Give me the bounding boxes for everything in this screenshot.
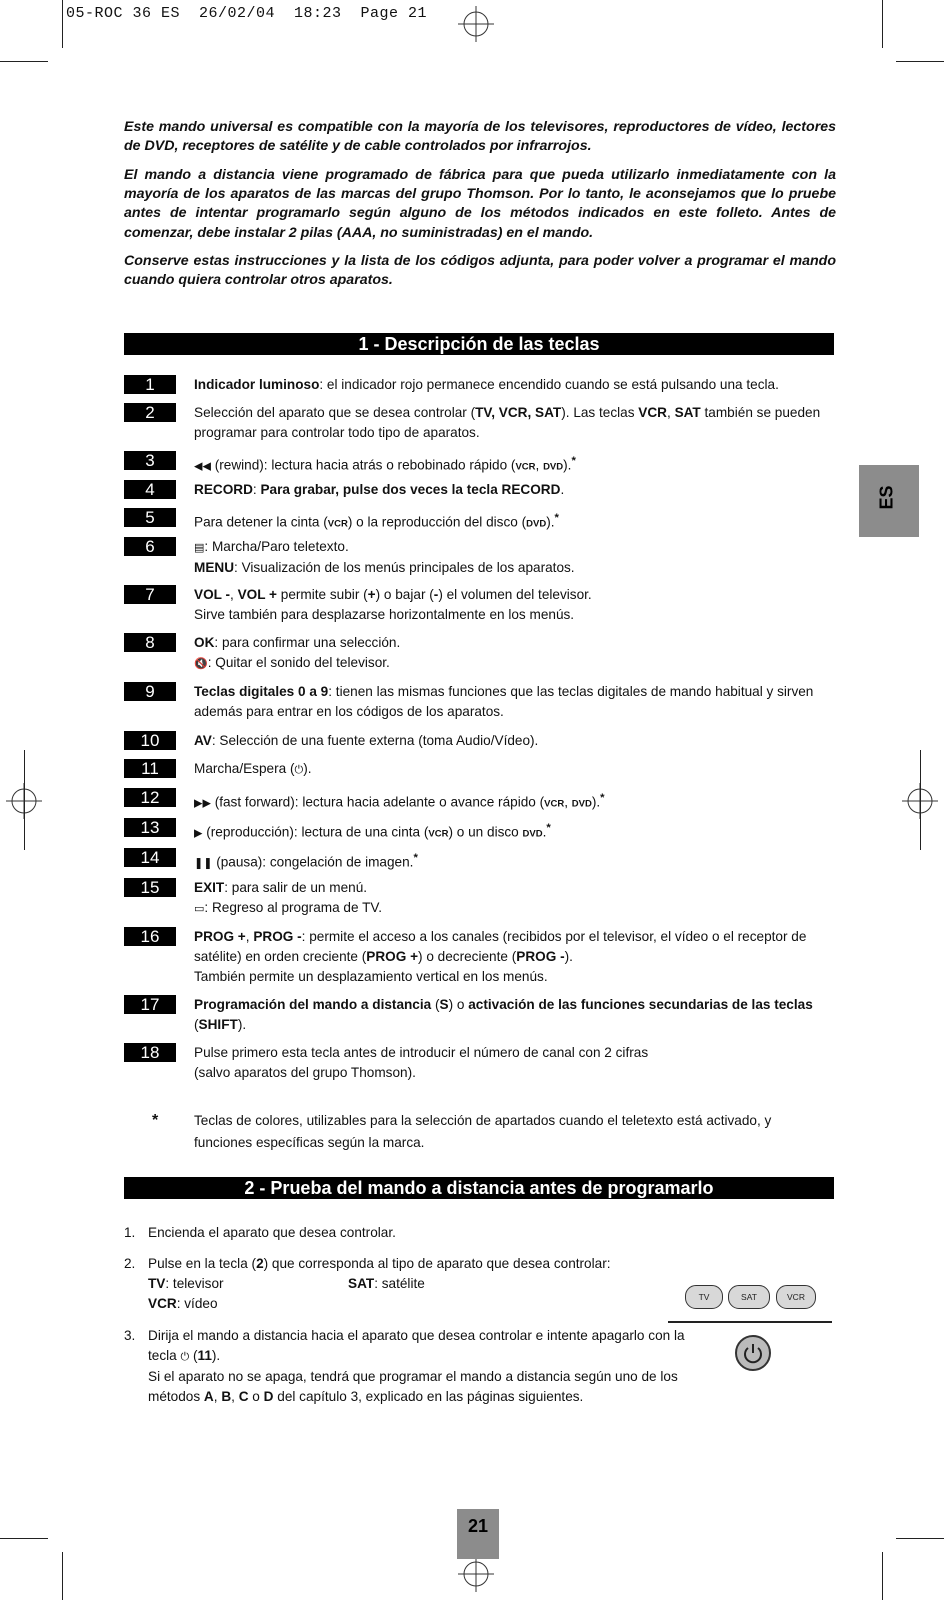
power-icon: ⏻ — [180, 1350, 190, 1363]
key-description: VOL -, VOL + permite subir (+) o bajar (-) el volumen del televisor. Sirve también para desplazarse horizontalmente en los menús. — [194, 587, 592, 622]
print-slug: 05-ROC 36 ES 26/02/04 18:23 Page 21 — [66, 5, 428, 22]
key-description: OK: para confirmar una selección. 🔇: Quitar el sonido del televisor. — [194, 635, 401, 670]
key-description: Marcha/Espera (⏻). — [194, 761, 312, 776]
key-number: 10 — [124, 731, 176, 750]
mute-icon: 🔇 — [194, 657, 208, 670]
power-icon — [737, 1337, 769, 1369]
key-number: 4 — [124, 480, 176, 499]
tv-icon: ▭ — [194, 902, 205, 915]
crop-mark — [896, 1538, 944, 1539]
key-number: 12 — [124, 788, 176, 807]
key-description: ❚❚ (pausa): congelación de imagen.* — [194, 852, 418, 870]
play-icon: ▶ — [194, 826, 203, 840]
rewind-icon: ◀◀ — [194, 459, 211, 473]
key-number: 1 — [124, 375, 176, 394]
crop-mark — [24, 750, 25, 850]
key-description: ▤: Marcha/Paro teletexto. MENU: Visualización de los menús principales de los aparatos. — [194, 539, 575, 575]
key-number: 18 — [124, 1043, 176, 1062]
crop-mark — [62, 0, 63, 48]
key-description: PROG +, PROG -: permite el acceso a los canales (recibidos por el televisor, el vídeo o el receptor de satélite) en orden creciente (PROG +) o decreciente (PROG -). También permite un desplazamiento vertical en los menús. — [194, 929, 807, 984]
pause-icon: ❚❚ — [194, 856, 213, 870]
language-tab-label: ES — [876, 485, 897, 510]
key-number: 6 — [124, 537, 176, 556]
key-description: ▶▶ (fast forward): lectura hacia adelante o avance rápido (VCR, DVD).* — [194, 792, 605, 810]
fast-forward-icon: ▶▶ — [194, 796, 211, 810]
key-number: 5 — [124, 508, 176, 527]
key-description: Selección del aparato que se desea controlar (TV, VCR, SAT). Las teclas VCR, SAT también se pueden programar para controlar todo tipo de aparatos. — [194, 405, 821, 440]
tv-button[interactable]: TV — [685, 1285, 723, 1309]
page-number: 21 — [457, 1509, 499, 1559]
intro-paragraph-3: Conserve estas instrucciones y la lista de los códigos adjunta, para poder volver a programar el mando cuando quiera controlar otros aparatos. — [124, 253, 836, 289]
section-1-title: 1 - Descripción de las teclas — [124, 333, 834, 355]
key-number: 9 — [124, 682, 176, 701]
key-description: Para detener la cinta (VCR) o la reproducción del disco (DVD).* — [194, 512, 559, 530]
key-number: 16 — [124, 927, 176, 946]
language-tab — [859, 465, 919, 537]
key-number: 11 — [124, 759, 176, 778]
key-number: 7 — [124, 585, 176, 604]
power-button[interactable] — [735, 1335, 771, 1371]
crop-mark — [0, 61, 48, 62]
key-number: 15 — [124, 878, 176, 897]
key-number: 14 — [124, 848, 176, 867]
step-2 — [124, 1254, 684, 1314]
crop-mark — [882, 0, 883, 48]
intro-paragraph-2: El mando a distancia viene programado de fábrica para que pueda utilizarlo inmediatamente con la mayoría de los aparatos de las marcas del grupo Thomson. Por lo tanto, le aconsejamos que lo pruebe antes de intentar programarlo según alguno de los métodos indicados en este folleto. Antes de comenzar, debe instalar 2 pilas (AAA, no suministradas) en el mando. — [124, 167, 836, 241]
key-number: 8 — [124, 633, 176, 652]
key-description: ◀◀ (rewind): lectura hacia atrás o rebobinado rápido (VCR, DVD).* — [194, 455, 576, 473]
key-description: AV: Selección de una fuente externa (toma Audio/Vídeo). — [194, 733, 539, 748]
key-description: EXIT: para salir de un menú. ▭: Regreso al programa de TV. — [194, 880, 382, 915]
crop-mark — [62, 1552, 63, 1600]
vcr-button[interactable]: VCR — [776, 1285, 816, 1309]
crop-mark — [0, 1538, 48, 1539]
key-description: ▶ (reproducción): lectura de una cinta (VCR) o un disco DVD.* — [194, 822, 551, 840]
key-description: Programación del mando a distancia (S) o activación de las funciones secundarias de las teclas (SHIFT). — [194, 997, 813, 1032]
crop-mark — [882, 1552, 883, 1600]
key-description: RECORD: Para grabar, pulse dos veces la tecla RECORD. — [194, 482, 565, 497]
intro-paragraph-1: Este mando universal es compatible con la mayoría de los televisores, reproductores de vídeo, lectores de DVD, receptores de satélite y de cable controlados por infrarrojos. — [124, 119, 836, 155]
section-2-title: 2 - Prueba del mando a distancia antes de programarlo — [124, 1177, 834, 1199]
key-number: 3 — [124, 451, 176, 470]
key-number: 17 — [124, 995, 176, 1014]
key-description: Teclas digitales 0 a 9: tienen las mismas funciones que las teclas digitales de mando habitual y sirven además para entrar en los códigos de los aparatos. — [194, 684, 814, 719]
crop-mark — [896, 61, 944, 62]
footnote-mark: * — [152, 1112, 159, 1129]
registration-mark — [458, 6, 494, 42]
step-text: Pulse en la tecla (2) que corresponda al tipo de aparato que desea controlar: TV: televisor SAT: satélite VCR: vídeo — [148, 1256, 611, 1311]
step-number: 3. — [124, 1328, 136, 1343]
step-number: 1. — [124, 1225, 136, 1240]
crop-mark — [920, 750, 921, 850]
power-icon: ⏻ — [294, 763, 304, 776]
registration-mark — [458, 1556, 494, 1592]
sat-button[interactable]: SAT — [728, 1285, 770, 1309]
key-number: 2 — [124, 403, 176, 422]
teletext-icon: ▤ — [194, 541, 205, 554]
step-text: Dirija el mando a distancia hacia el aparato que desea controlar e intente apagarlo con la tecla ⏻ (11). Si el aparato no se apaga, tendrá que programar el mando a distancia según uno de los métodos A, B, C o D del capítulo 3, explicado en las páginas siguientes. — [148, 1328, 685, 1404]
step-number: 2. — [124, 1256, 136, 1271]
divider-line — [668, 1321, 832, 1323]
key-description: Pulse primero esta tecla antes de introducir el número de canal con 2 cifras (salvo aparatos del grupo Thomson). — [194, 1045, 649, 1080]
key-description: Indicador luminoso: el indicador rojo permanece encendido cuando se está pulsando una tecla. — [194, 377, 779, 392]
step-text: Encienda el aparato que desea controlar. — [148, 1225, 396, 1240]
footnote: Teclas de colores, utilizables para la selección de apartados cuando el teletexto está activado, y funciones específicas según la marca. — [194, 1113, 772, 1150]
key-number: 13 — [124, 818, 176, 837]
